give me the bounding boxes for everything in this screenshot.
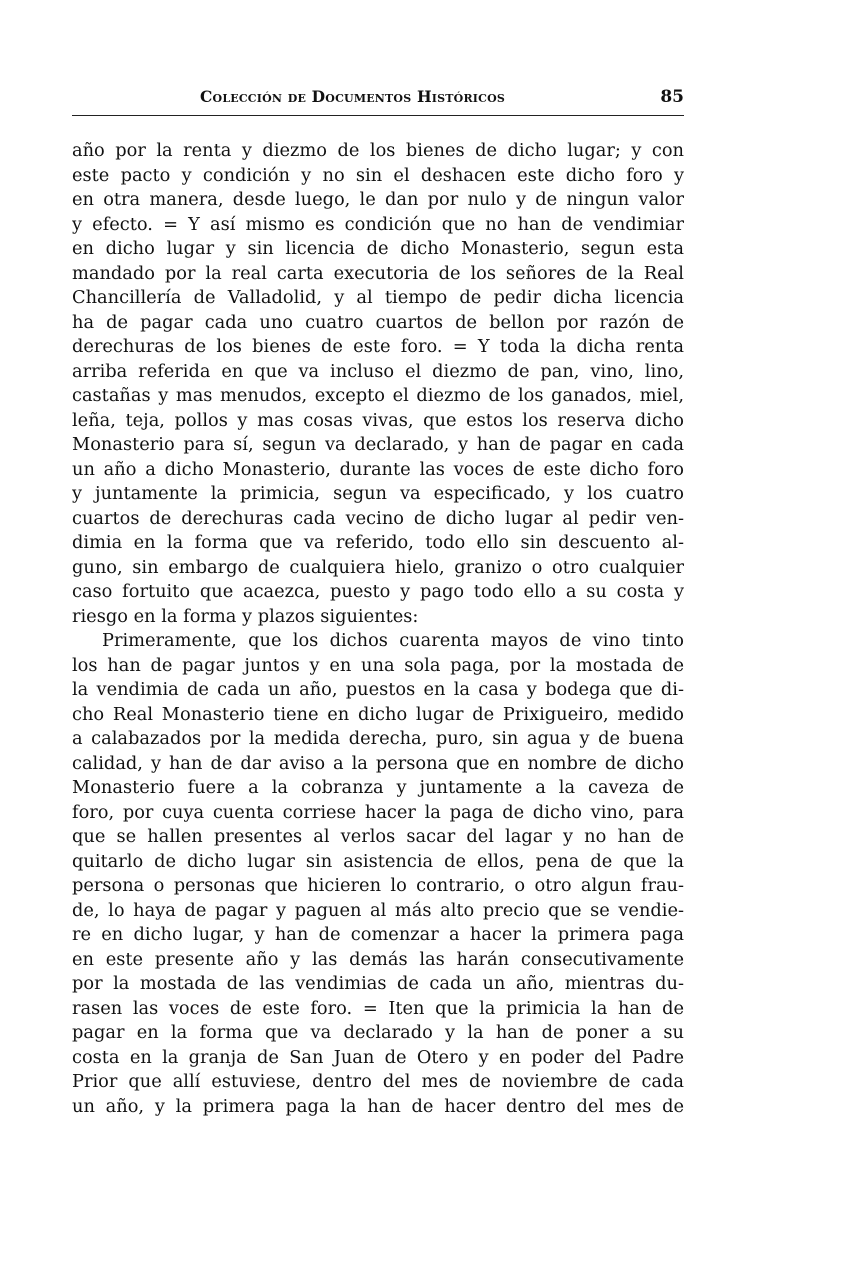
text-line: y efecto. = Y así mismo es condición que no han de vendimiar xyxy=(72,213,684,235)
text-line: cuartos de derechuras cada vecino de dicho lugar al pedir ven- xyxy=(72,507,684,529)
running-header xyxy=(72,87,684,113)
text-line: este pacto y condición y no sin el deshacen este dicho foro y xyxy=(72,164,684,186)
text-line: año por la renta y diezmo de los bienes de dicho lugar; y con xyxy=(72,140,684,161)
text-line: ha de pagar cada uno cuatro cuartos de bellon por razón de xyxy=(72,311,684,333)
text-line: Chancillería de Valladolid, y al tiempo de pedir dicha licencia xyxy=(72,287,684,308)
text-line: persona o personas que hicieren lo contrario, o otro algun frau- xyxy=(72,875,684,896)
text-line: dimia en la forma que va referido, todo ello sin descuento al- xyxy=(72,532,684,553)
text-line: foro, por cuya cuenta corriese hacer la paga de dicho vino, para xyxy=(72,801,684,823)
text-line: rasen las voces de este foro. = Iten que la primicia la han de xyxy=(72,997,684,1019)
text-line: costa en la granja de San Juan de Otero y en poder del Padre xyxy=(72,1046,684,1068)
text-line: en otra manera, desde luego, le dan por nulo y de ningun valor xyxy=(72,189,684,210)
page-number: 85 xyxy=(660,87,684,107)
text-line: arriba referida en que va incluso el diezmo de pan, vino, lino, xyxy=(72,360,684,382)
header-rule xyxy=(72,115,684,116)
text-line: quitarlo de dicho lugar sin asistencia de ellos, pena de que la xyxy=(72,850,684,872)
text-line: en este presente año y las demás las harán consecutivamente xyxy=(72,948,684,970)
text-line: derechuras de los bienes de este foro. = Y toda la dicha renta xyxy=(72,336,684,357)
text-line: por la mostada de las vendimias de cada un año, mientras du- xyxy=(72,973,684,994)
text-line: castañas y mas menudos, excepto el diezmo de los ganados, miel, xyxy=(72,385,684,406)
text-line: la vendimia de cada un año, puestos en la casa y bodega que di- xyxy=(72,679,684,700)
text-line: mandado por la real carta executoria de los señores de la Real xyxy=(72,262,684,284)
text-line: guno, sin embargo de cualquiera hielo, granizo o otro cualquier xyxy=(72,556,684,578)
text-line: Prior que allí estuviese, dentro del mes de noviembre de cada xyxy=(72,1071,684,1092)
text-line: Primeramente, que los dichos cuarenta mayos de vino tinto xyxy=(102,630,684,651)
text-line: en dicho lugar y sin licencia de dicho Monasterio, segun esta xyxy=(72,238,684,259)
running-title: Colección de Documentos Históricos xyxy=(200,87,506,106)
text-line: Monasterio para sí, segun va declarado, y han de pagar en cada xyxy=(72,434,684,455)
body-text xyxy=(72,139,684,1119)
text-line: Monasterio fuere a la cobranza y juntamente a la caveza de xyxy=(72,777,684,798)
text-line: caso fortuito que acaezca, puesto y pago todo ello a su costa y xyxy=(72,581,684,602)
text-line: un año a dicho Monasterio, durante las voces de este dicho foro xyxy=(72,458,684,480)
text-line: riesgo en la forma y plazos siguientes: xyxy=(72,605,419,627)
text-line: y juntamente la primicia, segun va especificado, y los cuatro xyxy=(72,483,684,504)
text-line: cho Real Monasterio tiene en dicho lugar de Prixigueiro, medido xyxy=(72,703,684,725)
text-line: re en dicho lugar, y han de comenzar a hacer la primera paga xyxy=(72,924,684,945)
text-line: un año, y la primera paga la han de hacer dentro del mes de xyxy=(72,1095,684,1117)
text-line: pagar en la forma que va declarado y la han de poner a su xyxy=(72,1022,684,1043)
text-line: de, lo haya de pagar y paguen al más alto precio que se vendie- xyxy=(72,899,684,921)
text-line: los han de pagar juntos y en una sola paga, por la mostada de xyxy=(72,654,684,676)
text-line: a calabazados por la medida derecha, puro, sin agua y de buena xyxy=(72,728,684,749)
text-line: que se hallen presentes al verlos sacar del lagar y no han de xyxy=(72,826,684,847)
text-line: leña, teja, pollos y mas cosas vivas, que estos los reserva dicho xyxy=(72,409,684,431)
text-line: calidad, y han de dar aviso a la persona que en nombre de dicho xyxy=(72,752,684,774)
